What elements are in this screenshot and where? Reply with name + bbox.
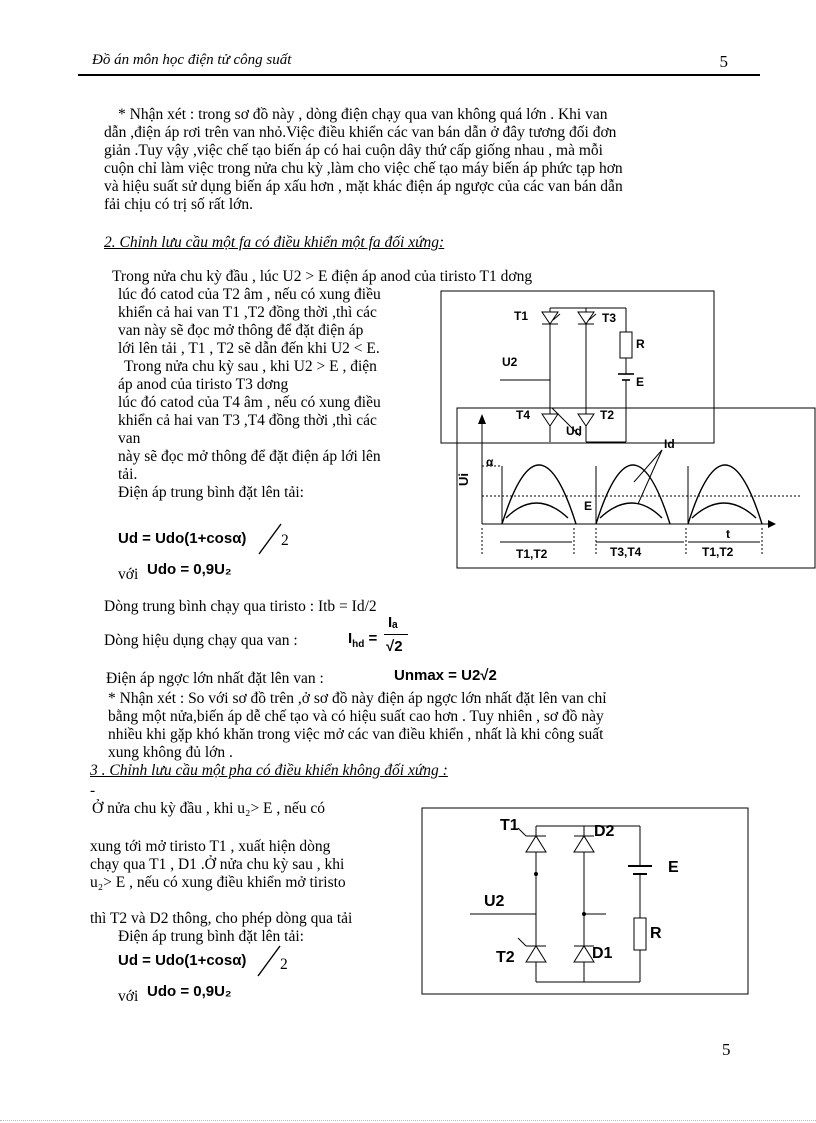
section2-para-line: khiển cả hai van T1 ,T2 đồng thời ,thì các [118, 304, 377, 321]
label-E: E [636, 375, 645, 389]
header-page-number: 5 [719, 52, 728, 71]
formula-divisor-3: 2 [280, 956, 288, 973]
header-rule [78, 74, 760, 76]
formula-ud-3: Ud = Udo(1+cosα) [118, 952, 247, 969]
ihd-denominator: √2 [386, 638, 403, 655]
wave-label-ui: Ui [456, 473, 471, 486]
with-label: với [118, 566, 139, 583]
formula-divisor: 2 [281, 532, 289, 549]
wave-label-alpha: α [486, 455, 494, 469]
footer-page-number: 5 [722, 1040, 731, 1059]
label-D2: D2 [594, 823, 615, 840]
label-T1-3: T1 [500, 817, 519, 834]
section2-para-line: áp anod của tiristo T3 dơng [118, 376, 289, 393]
label-T3: T3 [602, 311, 617, 325]
formula-udo: Udo = 0,9U₂ [147, 561, 232, 578]
note1-line-3: giản .Tuy vậy ,việc chế tạo biến áp có hai cuộn dây thứ cấp giống nhau , mà mỗi [104, 142, 603, 159]
unmax-formula: Unmax = U2√2 [394, 667, 497, 684]
label-Ud: Ud [566, 424, 582, 438]
interval-label-3: T1,T2 [702, 545, 734, 559]
itb-line: Dòng trung bình chạy qua tiristo : Itb = Id/2 [104, 598, 377, 615]
section3-para-line: Ở nửa chu kỳ đầu , khi u₂> E , nếu có [92, 800, 326, 817]
note2-line: * Nhận xét : So với sơ đồ trên ,ở sơ đồ này điện áp ngợc lớn nhất đặt lên van chỉ [108, 690, 607, 707]
label-T2-3: T2 [496, 949, 515, 966]
section2-para-line: Trong nửa chu kỳ đầu , lúc U2 > E điện áp anod của tiristo T1 dơng [112, 268, 533, 285]
interval-label-1: T1,T2 [516, 547, 548, 561]
section2-para-line: tải. [118, 466, 138, 483]
label-T4: T4 [516, 408, 531, 422]
note2-line: bằng một nửa,biến áp dễ chế tạo và có hiệu suất cao hơn . Tuy nhiên , sơ đồ này [108, 708, 604, 725]
wave-label-t: t [726, 527, 730, 541]
note1-line-5: và hiệu suất sử dụng biến áp xấu hơn , mặt khác điện áp ngược của các van bán dẫn [104, 178, 623, 195]
label-D1: D1 [592, 945, 613, 962]
wave-label-e: E [584, 499, 593, 513]
section2-heading: 2. Chỉnh lưu cầu một fa có điều khiển một fa đối xứng: [104, 234, 445, 251]
output-waveform-chart [456, 406, 816, 570]
section3-para-line: chạy qua T1 , D1 .Ở nửa chu kỳ sau , khi [90, 856, 345, 873]
note2-line: xung không đủ lớn . [108, 744, 233, 761]
section2-para-line: van này sẽ đọc mở thông để đặt điện áp [118, 322, 364, 339]
ihd-numerator: Iₐ [388, 614, 398, 631]
section2-para-line: lúc đó catod của T2 âm , nếu có xung điều [118, 286, 381, 303]
note1-line-6: fải chịu có trị số rất lớn. [104, 196, 253, 213]
section3-para-line: xung tới mở tiristo T1 , xuất hiện dòng [90, 838, 331, 855]
section2-para-line: lúc đó catod của T4 âm , nếu có xung điều [118, 394, 381, 411]
interval-label-2: T3,T4 [610, 545, 642, 559]
section2-para-line: Điện áp trung bình đặt lên tải: [118, 484, 304, 501]
section2-para-line: van [118, 430, 141, 447]
formula-ud: Ud = Udo(1+cosα) [118, 530, 247, 547]
label-T1: T1 [514, 309, 529, 323]
note1-line-4: cuộn chỉ làm việc trong nửa chu kỳ ,làm cho việc chế tạo máy biến áp phức tạp hơn [104, 160, 623, 177]
label-R: R [636, 337, 645, 351]
label-T2: T2 [600, 408, 615, 422]
note2-line: nhiều khi gặp khó khăn trong việc mở các van điều khiển , nhất là khi công suất [108, 726, 604, 743]
asymmetric-bridge-circuit [420, 806, 750, 996]
section2-para-line: này sẽ đọc mở thông để đặt điện áp lới lên [118, 448, 381, 465]
section3-para-line: u₂> E , nếu có xung điều khiển mở tiristo [90, 874, 346, 891]
section3-para-line: Điện áp trung bình đặt lên tải: [118, 928, 304, 945]
section2-para-line: khiển cả hai van T3 ,T4 đồng thời ,thì các [118, 412, 377, 429]
ihd-lhs: $I_{hd}$ = [348, 630, 378, 650]
section3-dash: - [90, 782, 96, 799]
fraction-bar [384, 634, 408, 635]
label-U2-3: U2 [484, 893, 505, 910]
label-U2: U2 [502, 355, 518, 369]
section2-para-line: Trong nửa chu kỳ sau , khi U2 > E , điện [124, 358, 377, 375]
label-R-3: R [650, 925, 662, 942]
wave-label-id: Id [664, 437, 675, 451]
ihd-label: Dòng hiệu dụng chạy qua van : [104, 632, 298, 649]
header-title: Đồ án môn học điện tử công suất [92, 52, 292, 68]
label-E-3: E [668, 859, 679, 876]
unmax-label: Điện áp ngợc lớn nhất đặt lên van : [106, 670, 324, 687]
section3-heading: 3 . Chỉnh lưu cầu một pha có điều khiển không đối xứng : [90, 762, 448, 779]
note1-line-2: dẫn ,điện áp rơi trên van nhỏ.Việc điều khiển các van bán dẫn ở đây tương đối đơn [104, 124, 617, 141]
formula-udo-3: Udo = 0,9U₂ [147, 983, 232, 1000]
footer-divider [0, 1120, 816, 1121]
section3-para-line: thì T2 và D2 thông, cho phép dòng qua tải [90, 910, 353, 927]
with-label-3: với [118, 988, 139, 1005]
section2-para-line: lới lên tải , T1 , T2 sẽ dẫn đến khi U2 < E. [118, 340, 380, 357]
note1-line-1: * Nhận xét : trong sơ đồ này , dòng điện chạy qua van không quá lớn . Khi van [118, 106, 608, 123]
